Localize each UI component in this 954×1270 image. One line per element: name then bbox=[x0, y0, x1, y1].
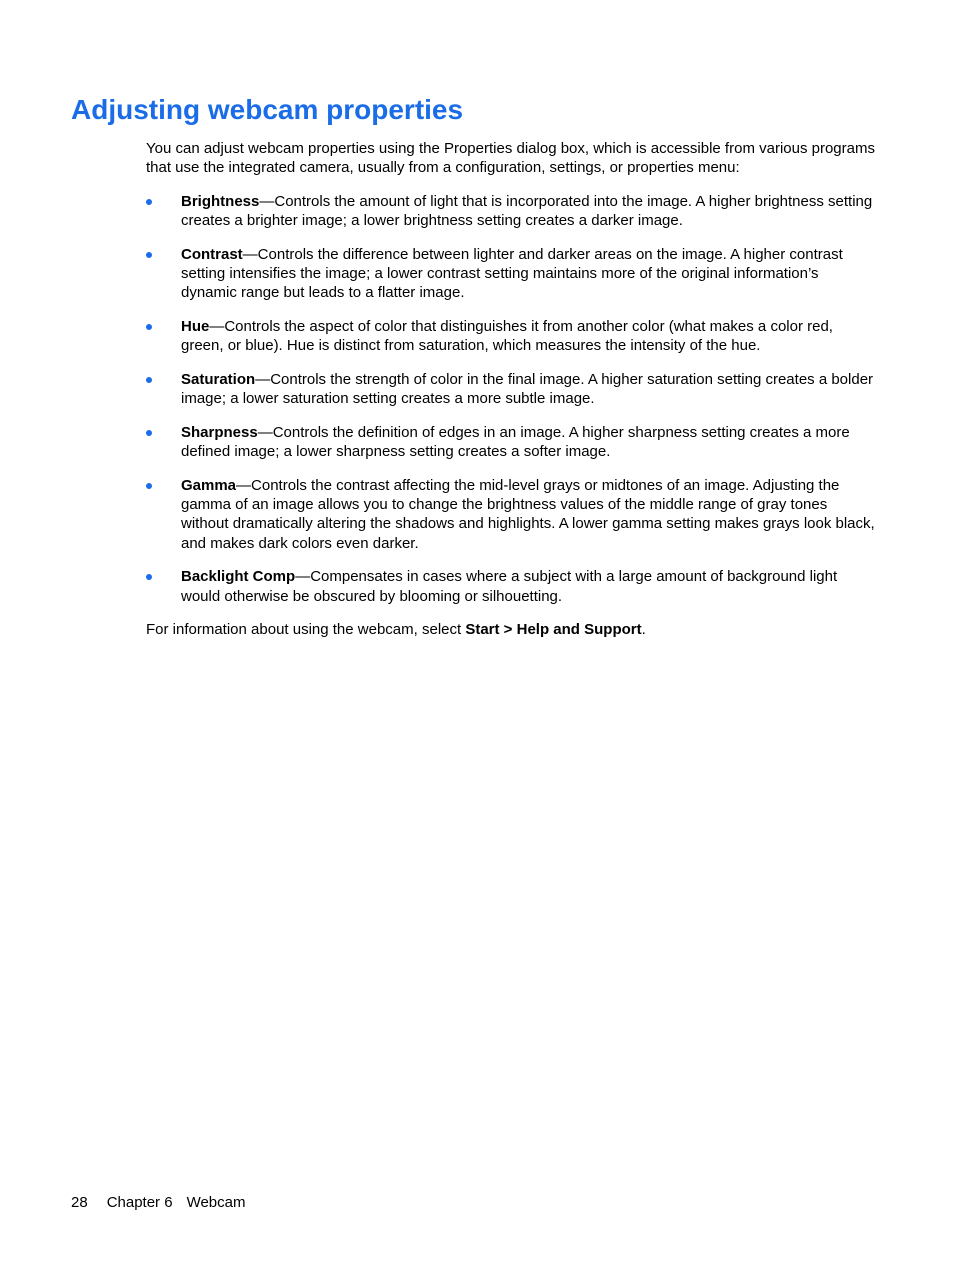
property-description: —Compensates in cases where a subject with a large amount of background light would otherwise be obscured by blooming or silhouetting. bbox=[181, 568, 838, 605]
page-title: Adjusting webcam properties bbox=[71, 94, 464, 125]
property-term: Brightness bbox=[181, 193, 260, 210]
property-term: Saturation bbox=[181, 370, 256, 388]
properties-list bbox=[146, 192, 876, 620]
chapter-title: Webcam bbox=[186, 1194, 246, 1211]
list-item-saturation bbox=[146, 370, 876, 409]
bullet-icon bbox=[146, 377, 152, 383]
help-text-end: . bbox=[641, 621, 646, 638]
bullet-icon bbox=[146, 430, 152, 436]
bullet-icon bbox=[146, 252, 152, 258]
bullet-icon bbox=[146, 574, 152, 580]
property-description: —Controls the difference between lighter and darker areas on the image. A higher contrast setting intensifies the image; a lower contrast setting maintains more of the original information’s dynamic range but leads to a flatter image. bbox=[181, 245, 843, 302]
bullet-icon bbox=[146, 483, 152, 489]
list-item-brightness bbox=[146, 192, 876, 231]
intro-paragraph: You can adjust webcam properties using the Properties dialog box, which is accessible from various programs that use the integrated camera, usually from a configuration, settings, or properties menu: bbox=[146, 140, 875, 177]
property-term: Hue bbox=[181, 318, 210, 336]
list-item-gamma bbox=[146, 476, 876, 553]
bullet-icon bbox=[146, 324, 152, 330]
page-footer bbox=[71, 1193, 245, 1212]
bullet-icon bbox=[146, 199, 152, 205]
help-text: For information about using the webcam, select bbox=[146, 621, 466, 638]
list-item-hue bbox=[146, 317, 876, 356]
list-item-sharpness bbox=[146, 423, 876, 462]
property-description: —Controls the definition of edges in an image. A higher sharpness setting creates a more defined image; a lower sharpness setting creates a softer image. bbox=[181, 423, 850, 461]
property-description: —Controls the contrast affecting the mid-level grays or midtones of an image. Adjusting the gamma of an image allows you to change the brightness values of the middle range of gray tones without dramatically altering the shadows and highlights. A lower gamma setting makes grays look black, and makes dark colors even darker. bbox=[181, 476, 875, 552]
help-paragraph bbox=[146, 620, 876, 639]
chapter-label: Chapter 6 bbox=[106, 1194, 173, 1211]
property-term: Contrast bbox=[181, 245, 243, 263]
property-term: Gamma bbox=[181, 476, 237, 494]
list-item-backlight-comp bbox=[146, 567, 876, 606]
property-description: —Controls the amount of light that is incorporated into the image. A higher brightness setting creates a brighter image; a lower brightness setting creates a darker image. bbox=[181, 193, 873, 230]
property-description: —Controls the strength of color in the final image. A higher saturation setting creates a bolder image; a lower saturation setting creates a more subtle image. bbox=[181, 370, 874, 408]
property-description: —Controls the aspect of color that distinguishes it from another color (what makes a color red, green, or blue). Hue is distinct from saturation, which measures the intensity of the hue. bbox=[181, 318, 833, 355]
list-item-contrast bbox=[146, 245, 876, 303]
property-term: Backlight Comp bbox=[181, 568, 296, 586]
help-menu-path: Start > Help and Support bbox=[465, 621, 642, 638]
property-term: Sharpness bbox=[181, 423, 258, 441]
page-number: 28 bbox=[71, 1194, 88, 1211]
